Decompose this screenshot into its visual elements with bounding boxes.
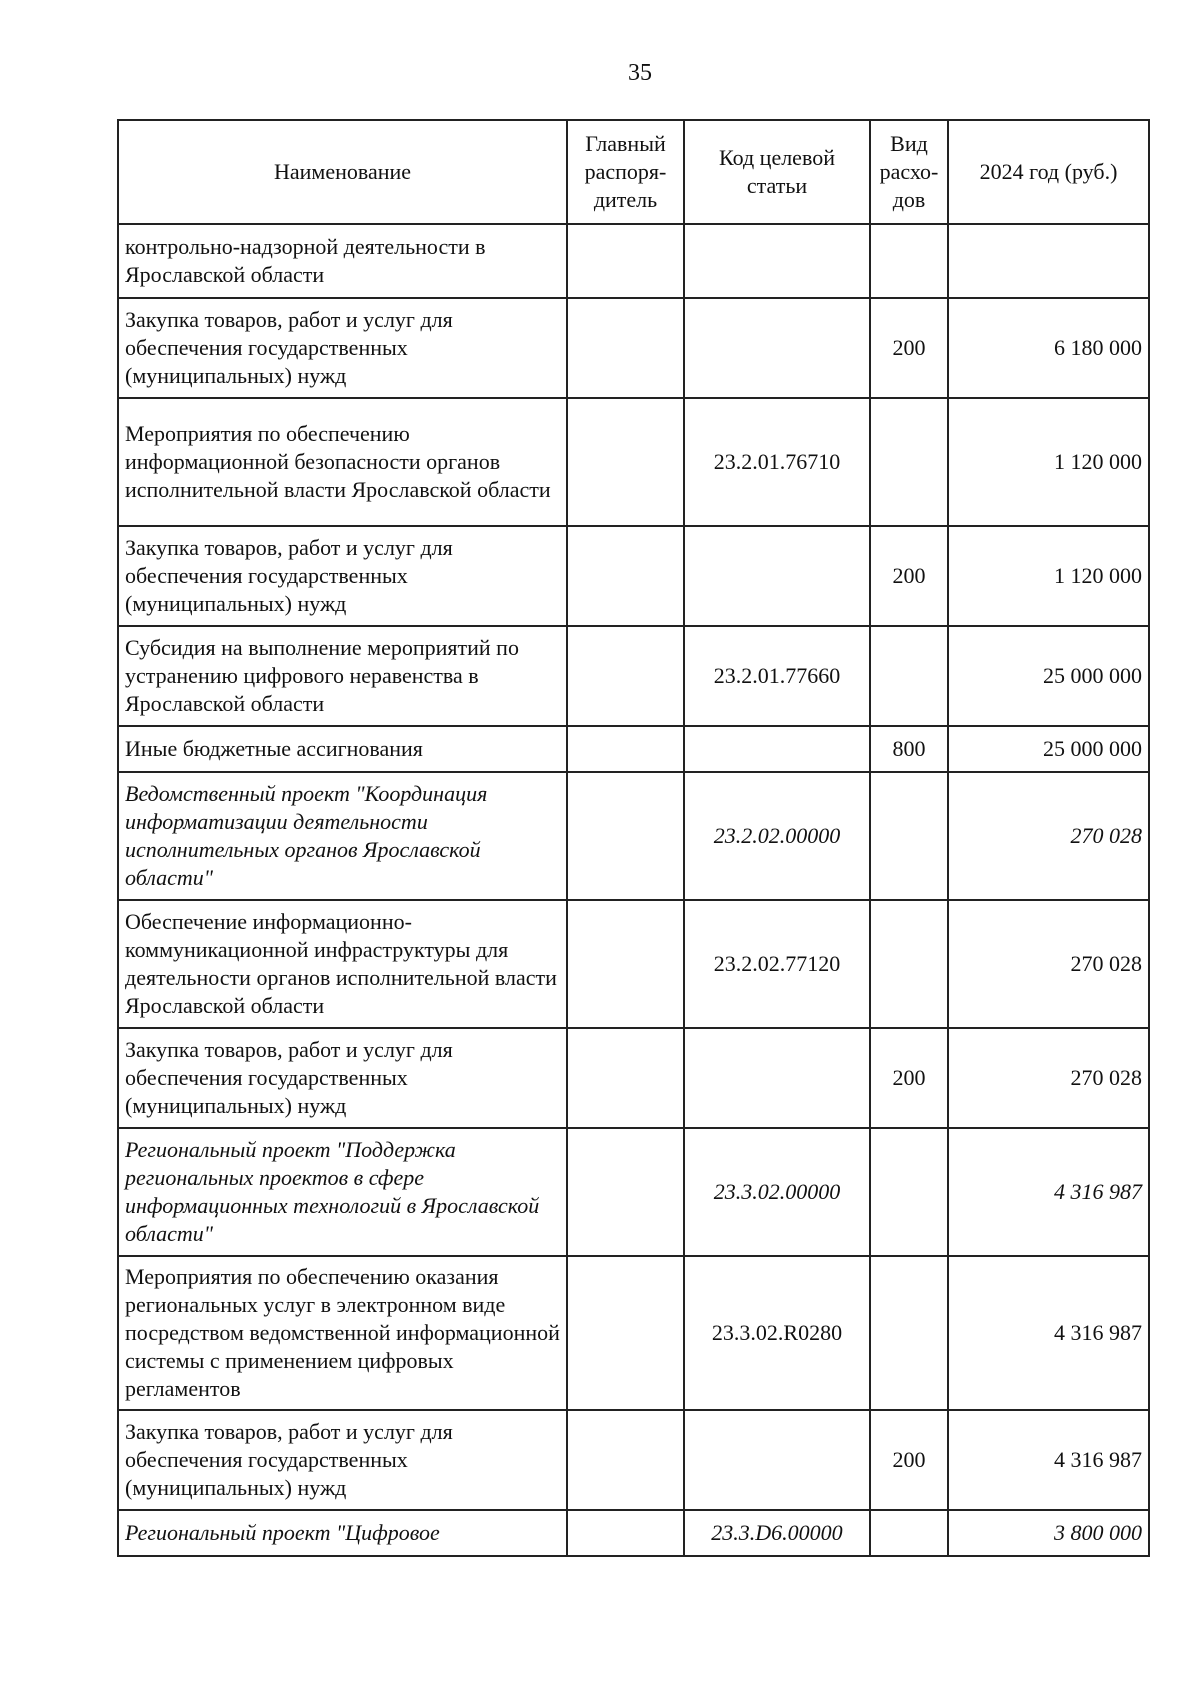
- cell-code: [684, 298, 870, 398]
- cell-code: [684, 224, 870, 298]
- cell-amount: 1 120 000: [948, 526, 1149, 626]
- cell-name: Ведомственный проект "Координация информатизации деятельности исполнительных органов Ярославской области": [118, 772, 567, 900]
- cell-code: 23.2.01.77660: [684, 626, 870, 726]
- cell-name: Обеспечение информационно-коммуникационной инфраструктуры для деятельности органов исполнительной власти Ярославской области: [118, 900, 567, 1028]
- table-row: [118, 526, 1149, 626]
- cell-code: [684, 1028, 870, 1128]
- cell-kind: [870, 900, 948, 1028]
- cell-code: 23.3.02.00000: [684, 1128, 870, 1256]
- cell-manager: [567, 298, 684, 398]
- table-header-row: [118, 120, 1149, 224]
- cell-code: 23.2.02.77120: [684, 900, 870, 1028]
- table-row: [118, 1028, 1149, 1128]
- cell-amount: 1 120 000: [948, 398, 1149, 526]
- cell-name: Мероприятия по обеспечению информационной безопасности органов исполнительной власти Ярославской области: [118, 398, 567, 526]
- cell-amount: [948, 224, 1149, 298]
- budget-table: [117, 119, 1150, 1557]
- table-row: [118, 1256, 1149, 1410]
- header-kind: Вид расхо-дов: [870, 120, 948, 224]
- cell-code: 23.2.02.00000: [684, 772, 870, 900]
- cell-amount: 270 028: [948, 1028, 1149, 1128]
- cell-name: Региональный проект "Цифровое: [118, 1510, 567, 1556]
- cell-code: [684, 726, 870, 772]
- cell-manager: [567, 1256, 684, 1410]
- header-name: Наименование: [118, 120, 567, 224]
- table-row: [118, 224, 1149, 298]
- cell-name: Закупка товаров, работ и услуг для обеспечения государственных (муниципальных) нужд: [118, 1028, 567, 1128]
- cell-name: Субсидия на выполнение мероприятий по устранению цифрового неравенства в Ярославской области: [118, 626, 567, 726]
- table-row: [118, 772, 1149, 900]
- cell-kind: [870, 398, 948, 526]
- cell-name: Закупка товаров, работ и услуг для обеспечения государственных (муниципальных) нужд: [118, 1410, 567, 1510]
- cell-manager: [567, 526, 684, 626]
- cell-code: [684, 1410, 870, 1510]
- cell-manager: [567, 1510, 684, 1556]
- cell-amount: 25 000 000: [948, 726, 1149, 772]
- cell-manager: [567, 1128, 684, 1256]
- cell-kind: [870, 1256, 948, 1410]
- table-row: [118, 398, 1149, 526]
- cell-kind: 200: [870, 1410, 948, 1510]
- cell-amount: 270 028: [948, 900, 1149, 1028]
- cell-name: Закупка товаров, работ и услуг для обеспечения государственных (муниципальных) нужд: [118, 526, 567, 626]
- cell-amount: 4 316 987: [948, 1128, 1149, 1256]
- cell-kind: [870, 772, 948, 900]
- cell-code: 23.3.D6.00000: [684, 1510, 870, 1556]
- header-manager: Главный распоря-дитель: [567, 120, 684, 224]
- cell-code: [684, 526, 870, 626]
- table-row: [118, 1410, 1149, 1510]
- cell-amount: 4 316 987: [948, 1410, 1149, 1510]
- cell-name: контрольно-надзорной деятельности в Ярославской области: [118, 224, 567, 298]
- cell-amount: 25 000 000: [948, 626, 1149, 726]
- cell-kind: [870, 1510, 948, 1556]
- table-row: [118, 1510, 1149, 1556]
- header-amount: 2024 год (руб.): [948, 120, 1149, 224]
- cell-amount: 3 800 000: [948, 1510, 1149, 1556]
- page-number: 35: [628, 60, 652, 86]
- cell-amount: 270 028: [948, 772, 1149, 900]
- table-row: [118, 1128, 1149, 1256]
- cell-name: Региональный проект "Поддержка региональных проектов в сфере информационных технологий в Ярославской области": [118, 1128, 567, 1256]
- cell-manager: [567, 726, 684, 772]
- cell-code: 23.3.02.R0280: [684, 1256, 870, 1410]
- cell-kind: 800: [870, 726, 948, 772]
- cell-manager: [567, 772, 684, 900]
- cell-kind: [870, 1128, 948, 1256]
- table-row: [118, 900, 1149, 1028]
- cell-manager: [567, 1028, 684, 1128]
- cell-manager: [567, 1410, 684, 1510]
- cell-kind: [870, 224, 948, 298]
- table-body: [118, 224, 1149, 1556]
- cell-name: Закупка товаров, работ и услуг для обеспечения государственных (муниципальных) нужд: [118, 298, 567, 398]
- table-row: [118, 298, 1149, 398]
- cell-amount: 6 180 000: [948, 298, 1149, 398]
- cell-name: Мероприятия по обеспечению оказания региональных услуг в электронном виде посредством ведомственной информационной системы с применением цифровых регламентов: [118, 1256, 567, 1410]
- cell-kind: 200: [870, 1028, 948, 1128]
- cell-code: 23.2.01.76710: [684, 398, 870, 526]
- cell-amount: 4 316 987: [948, 1256, 1149, 1410]
- cell-kind: 200: [870, 526, 948, 626]
- cell-manager: [567, 398, 684, 526]
- table-row: [118, 726, 1149, 772]
- cell-manager: [567, 626, 684, 726]
- table-row: [118, 626, 1149, 726]
- cell-name: Иные бюджетные ассигнования: [118, 726, 567, 772]
- cell-manager: [567, 900, 684, 1028]
- cell-manager: [567, 224, 684, 298]
- cell-kind: 200: [870, 298, 948, 398]
- cell-kind: [870, 626, 948, 726]
- header-code: Код целевой статьи: [684, 120, 870, 224]
